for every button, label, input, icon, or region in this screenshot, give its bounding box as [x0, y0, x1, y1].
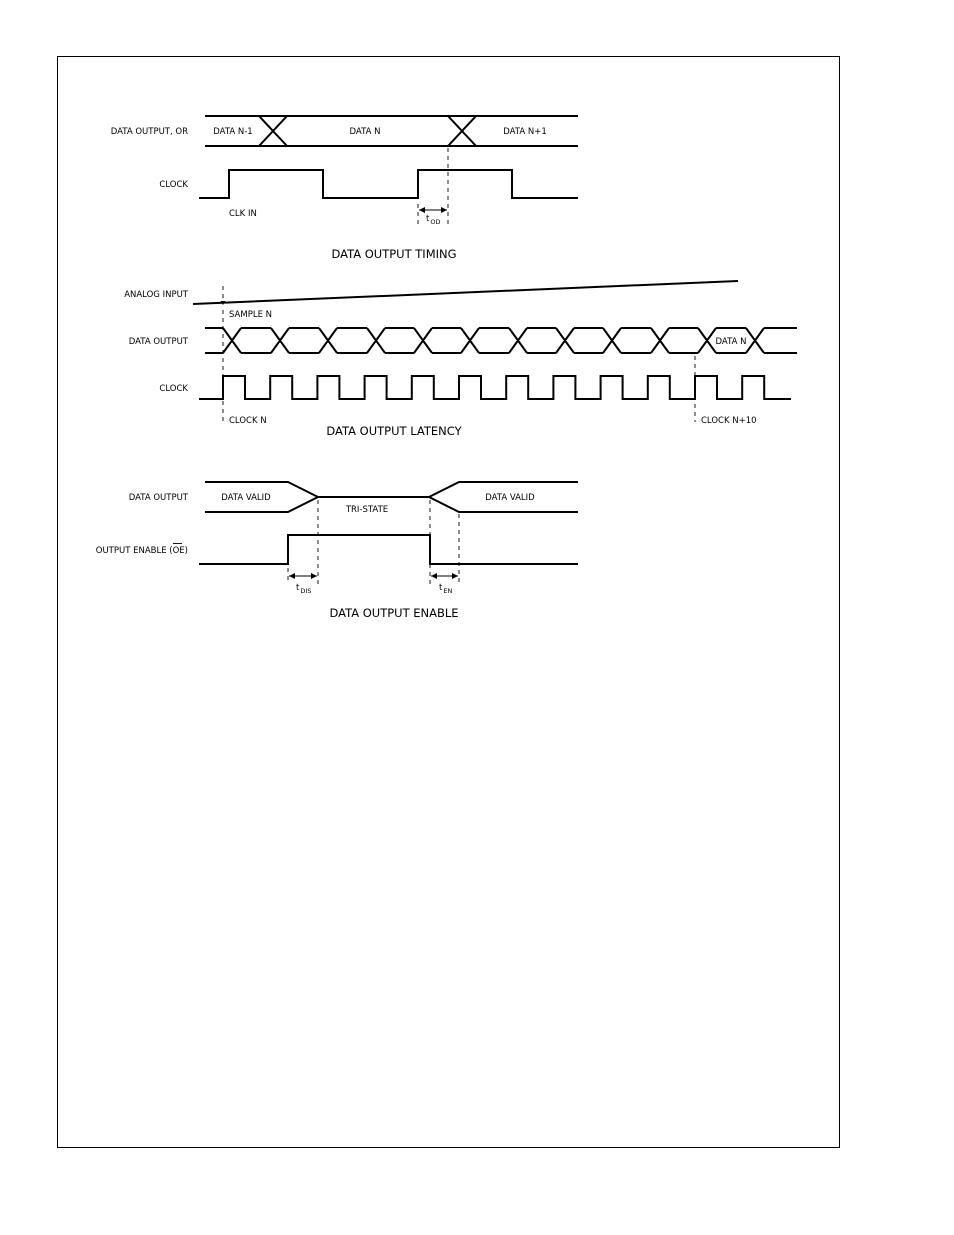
clock-waveform — [199, 170, 578, 198]
enable-data-output-label: DATA OUTPUT — [128, 493, 188, 503]
analog-input-label: ANALOG INPUT — [124, 290, 188, 300]
data-output-timing-section — [111, 116, 578, 261]
latency-data-waveform — [205, 328, 797, 353]
ten-label: $t_{EN}$ — [439, 583, 453, 595]
data-output-timing-title: DATA OUTPUT TIMING — [331, 247, 457, 261]
latency-data-output-label: DATA OUTPUT — [128, 337, 188, 347]
data-valid-left-label: DATA VALID — [221, 493, 271, 503]
data-n-plus-1-label: DATA N+1 — [503, 127, 547, 137]
output-enable-waveform — [199, 535, 578, 564]
tri-state-label: TRI-STATE — [345, 505, 389, 515]
analog-input-ramp — [193, 281, 738, 304]
data-output-label: DATA OUTPUT, OR — [110, 127, 188, 137]
data-valid-right-label: DATA VALID — [485, 493, 535, 503]
latency-data-n-label: DATA N — [715, 337, 747, 347]
data-output-latency-title: DATA OUTPUT LATENCY — [326, 424, 462, 438]
output-enable-label: OUTPUT ENABLE (OE) — [95, 546, 188, 556]
latency-clock-label: CLOCK — [159, 384, 188, 394]
latency-clock-waveform — [199, 376, 791, 399]
clock-n10-label: CLOCK N+10 — [701, 416, 757, 426]
clock-n-label: CLOCK N — [229, 416, 267, 426]
tdis-label: $t_{DIS}$ — [296, 583, 312, 595]
data-output-latency-section — [124, 281, 797, 438]
data-n-minus-1-label: DATA N-1 — [213, 127, 253, 137]
data-output-enable-title: DATA OUTPUT ENABLE — [329, 606, 459, 620]
tod-label: $t_{OD}$ — [426, 214, 441, 226]
sample-n-label: SAMPLE N — [229, 310, 272, 320]
data-n-label: DATA N — [349, 127, 381, 137]
clock-label: CLOCK — [159, 180, 188, 190]
data-output-enable-section — [96, 482, 578, 620]
clk-in-label: CLK IN — [229, 209, 257, 219]
